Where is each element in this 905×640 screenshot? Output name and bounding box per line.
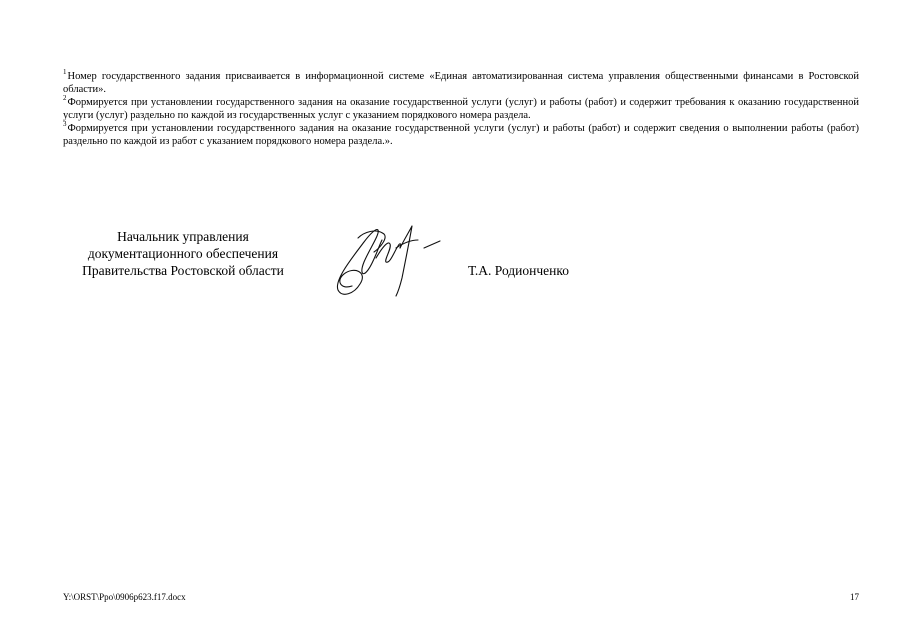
- signatory-name: Т.А. Родионченко: [468, 263, 569, 278]
- footnote-3: [63, 119, 859, 148]
- handwritten-signature: [330, 218, 450, 300]
- footnotes-section: [63, 67, 859, 148]
- footnote-2: [63, 93, 859, 122]
- position-line: Правительства Ростовской области: [82, 263, 284, 278]
- position-line: Начальник управления: [117, 229, 249, 244]
- footer-file-path: Y:\ORST\Ppo\0906p623.f17.docx: [63, 592, 186, 602]
- footnote-text: Номер государственного задания присваивается в информационной системе «Единая автоматизированная система управления общественными финансами в Ростовской области».: [63, 71, 859, 95]
- footnote-1: [63, 67, 859, 96]
- signatory-position: [63, 228, 303, 279]
- footnote-mark: 2: [63, 93, 67, 102]
- footnote-text: Формируется при установлении государственного задания на оказание государственной услуги (услуг) и работы (работ) и содержит требования к оказанию государственной услуги (услуг) раздельно по каждой из государственных услуг с указанием порядкового номера раздела.: [63, 97, 859, 121]
- page-number: 17: [850, 592, 859, 602]
- position-line: документационного обеспечения: [87, 246, 279, 261]
- footnote-text: Формируется при установлении государственного задания на оказание государственной услуги (услуг) и работы (работ) и содержит сведения о выполнении работы (работ) раздельно по каждой из работ с указанием порядкового номера раздела.».: [63, 123, 859, 147]
- footnote-mark: 1: [63, 67, 67, 76]
- footnote-mark: 3: [63, 119, 67, 128]
